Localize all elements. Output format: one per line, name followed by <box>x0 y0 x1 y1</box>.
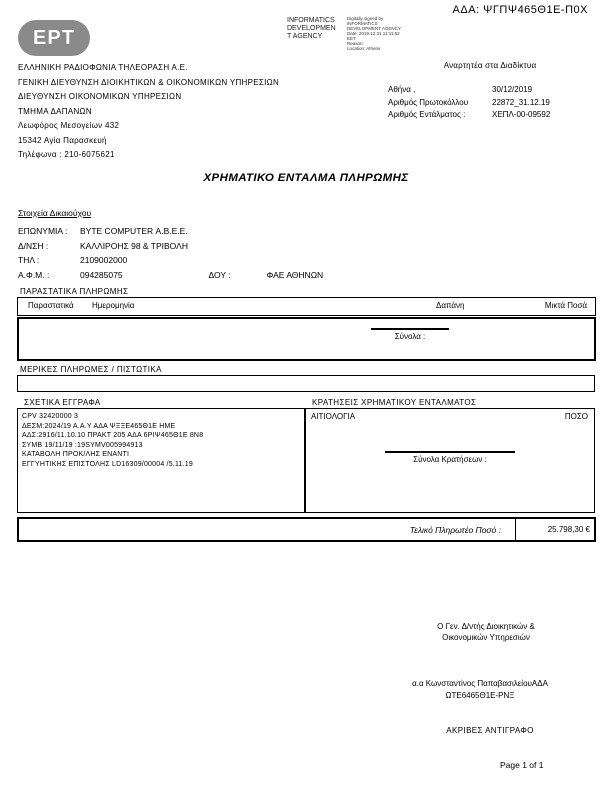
document-title: ΧΡΗΜΑΤΙΚΟ ΕΝΤΑΛΜΑ ΠΛΗΡΩΜΗΣ <box>203 172 409 184</box>
final-amount-label: Τελικό Πληρωτέο Ποσό : <box>409 524 501 535</box>
beneficiary-doy: ΦΑΕ ΑΘΗΝΩΝ <box>266 269 324 280</box>
ada-code: ΑΔΑ: ΨΓΠΨ465Θ1Ε-Π0Χ <box>452 4 588 16</box>
stamp-line: INFORMATICS <box>287 17 335 24</box>
payment-documents-header-row <box>17 297 596 316</box>
signer-role <box>380 622 592 643</box>
deductions-section-label: ΚΡΑΤΗΣΕΙΣ ΧΡΗΜΑΤΙΚΟΥ ΕΝΤΑΛΜΑΤΟΣ <box>312 398 477 407</box>
afm-label: Α.Φ.Μ. : <box>18 269 50 280</box>
related-doc-line: ΚΑΤΑΒΟΛΗ ΠΡΟΚ/ΛΗΣ ΕΝΑΝΤΙ <box>22 451 130 458</box>
related-documents-label: ΣΧΕΤΙΚΑ ΕΓΓΡΑΦΑ <box>24 398 101 407</box>
deductions-reason-header: ΑΙΤΙΟΛΟΓΙΑ <box>311 412 356 421</box>
order-number: ΧΕΠΛ-00-09592 <box>492 110 551 119</box>
partial-payments-box <box>17 375 595 392</box>
deductions-box <box>304 408 595 513</box>
ert-logo <box>18 20 90 56</box>
related-doc-line: ΣΥΜΒ 19/11/19 :19SYMV005994913 <box>22 441 143 449</box>
partial-payments-label: ΜΕΡΙΚΕΣ ΠΛΗΡΩΜΕΣ / ΠΙΣΤΩΤΙΚΑ <box>20 365 162 374</box>
beneficiary-section <box>18 208 323 282</box>
sender-line: ΓΕΝΙΚΗ ΔΙΕΥΘΥΝΣΗ ΔΙΟΙΚΗΤΙΚΩΝ & ΟΙΚΟΝΟΜΙΚΩΝ ΥΠΗΡΕΣΙΩΝ <box>18 77 280 87</box>
order-number-label: Αριθμός Εντάλματος : <box>388 110 466 119</box>
signer-role-line: Ο Γεν. Δ/ντής Διοικητικών & <box>437 622 535 631</box>
protocol-number: 22872_31.12.19 <box>492 97 550 107</box>
phone-label: ΤΗΛ : <box>18 255 40 265</box>
signer-block <box>360 678 600 702</box>
doy-label: ΔΟΥ : <box>208 269 231 280</box>
beneficiary-name: BYTE COMPUTER Α.Β.Ε.Ε. <box>80 226 188 236</box>
beneficiary-heading: Στοιχεία Δικαιούχου <box>18 208 92 218</box>
protocol-label: Αριθμός Πρωτοκόλλου <box>388 97 469 107</box>
final-amount-row <box>17 517 596 542</box>
beneficiary-afm-row <box>18 268 323 283</box>
signature-detail-line: Reason: <box>347 41 364 46</box>
final-amount-value: 25.798,30 € <box>515 519 594 540</box>
sender-line: Τηλέφωνα : 210-6075621 <box>18 150 115 159</box>
issue-date: 30/12/2019 <box>492 85 533 94</box>
sender-line: Λεωφόρος Μεσογείων 432 <box>18 121 120 130</box>
signature-detail-line: Digitally signed by <box>347 16 384 21</box>
meta-row-order <box>388 109 592 122</box>
signer-role-line: Οικονομικών Υπηρεσιών <box>442 632 530 642</box>
sender-line: ΤΜΗΜΑ ΔΑΠΑΝΩΝ <box>18 106 92 116</box>
beneficiary-phone: 2109002000 <box>80 255 128 265</box>
deductions-totals-label: Σύνολα Κρατήσεων : <box>385 451 515 464</box>
related-doc-line: CPV 32420000 3 <box>22 413 79 420</box>
signature-detail-line: Location: Athens <box>347 46 381 51</box>
related-doc-line: ΕΓΓΥΗΤΙΚΗΣ ΕΠΙΣΤΟΛΗΣ LD16309/00004 /5.11.19 <box>22 460 193 468</box>
meta-row-city <box>388 84 592 97</box>
web-posting-note: Αναρτητέα στα Διαδίκτυα <box>443 61 537 70</box>
certified-copy-label: ΑΚΡΙΒΕΣ ΑΝΤΙΓΡΑΦΟ <box>446 726 534 735</box>
column-expense: Δαπάνη <box>436 301 465 310</box>
beneficiary-afm: 094285075 <box>80 269 123 280</box>
signer-name: α.α Κωνσταντίνος ΠαπαβασιλείουΑΔΑ <box>412 679 548 688</box>
meta-row-protocol <box>388 97 592 110</box>
ert-logo-text: ΕΡΤ <box>33 26 75 49</box>
signature-detail-line: INFORMATICS <box>347 21 378 26</box>
address-label: Δ/ΝΣΗ : <box>18 240 49 251</box>
sender-address-block <box>18 61 279 163</box>
signature-detail-line: Date: 2019.12.31 11:11:52 <box>347 31 400 36</box>
signature-detail-line: EET <box>347 36 356 41</box>
sender-line: ΔΙΕΥΘΥΝΣΗ ΟΙΚΟΝΟΜΙΚΩΝ ΥΠΗΡΕΣΙΩΝ <box>18 92 182 101</box>
payment-documents-body <box>17 317 596 361</box>
stamp-line: DEVELOPMEN <box>287 25 336 32</box>
document-meta-block <box>388 61 592 122</box>
digital-signature-details <box>347 16 425 51</box>
name-label: ΕΠΩΝΥΜΙΑ : <box>18 226 68 236</box>
signer-ada-code: ΩΤΕ6465Θ1Ε-ΡΝΞ <box>445 691 515 700</box>
beneficiary-name-row <box>18 224 323 239</box>
payment-documents-section-label: ΠΑΡΑΣΤΑΤΙΚΑ ΠΛΗΡΩΜΗΣ <box>20 287 129 296</box>
documents-totals-label: Σύνολα : <box>371 328 449 341</box>
column-document: Παραστατικά <box>28 301 74 310</box>
related-doc-line: ΑΔΣ:2916/11.10.10 ΠΡΑΚΤ 205 ΑΔΑ 6ΡΙΨ465Θ1Ε 8Ν8 <box>22 432 204 439</box>
city-label: Αθήνα , <box>388 85 416 94</box>
related-doc-line: ΔΕΣΜ:2024/19 Α.Α.Υ ΑΔΑ ΨΞΞΕ465Θ1Ε ΗΜΕ <box>22 422 176 430</box>
deductions-amount-header: ΠΟΣΟ <box>564 412 588 421</box>
signature-detail-line: DEVELOPMENT AGENCY <box>347 26 401 31</box>
beneficiary-phone-row <box>18 253 323 268</box>
sender-line: 15342 Αγία Παρασκευή <box>18 135 107 145</box>
stamp-line: T AGENCY <box>287 33 323 40</box>
informatics-agency-stamp <box>287 17 349 41</box>
beneficiary-address-row <box>18 239 323 254</box>
page-number: Page 1 of 1 <box>500 760 544 770</box>
beneficiary-address: ΚΑΛΛΙΡΟΗΣ 98 & ΤΡΙΒΟΛΗ <box>80 240 188 251</box>
column-gross-amounts: Μικτά Ποσά <box>544 301 587 310</box>
sender-line: ΕΛΛΗΝΙΚΗ ΡΑΔΙΟΦΩΝΙΑ ΤΗΛΕΟΡΑΣΗ Α.Ε. <box>18 63 188 72</box>
column-date: Ημερομηνία <box>92 301 135 310</box>
related-documents-box <box>17 408 306 513</box>
